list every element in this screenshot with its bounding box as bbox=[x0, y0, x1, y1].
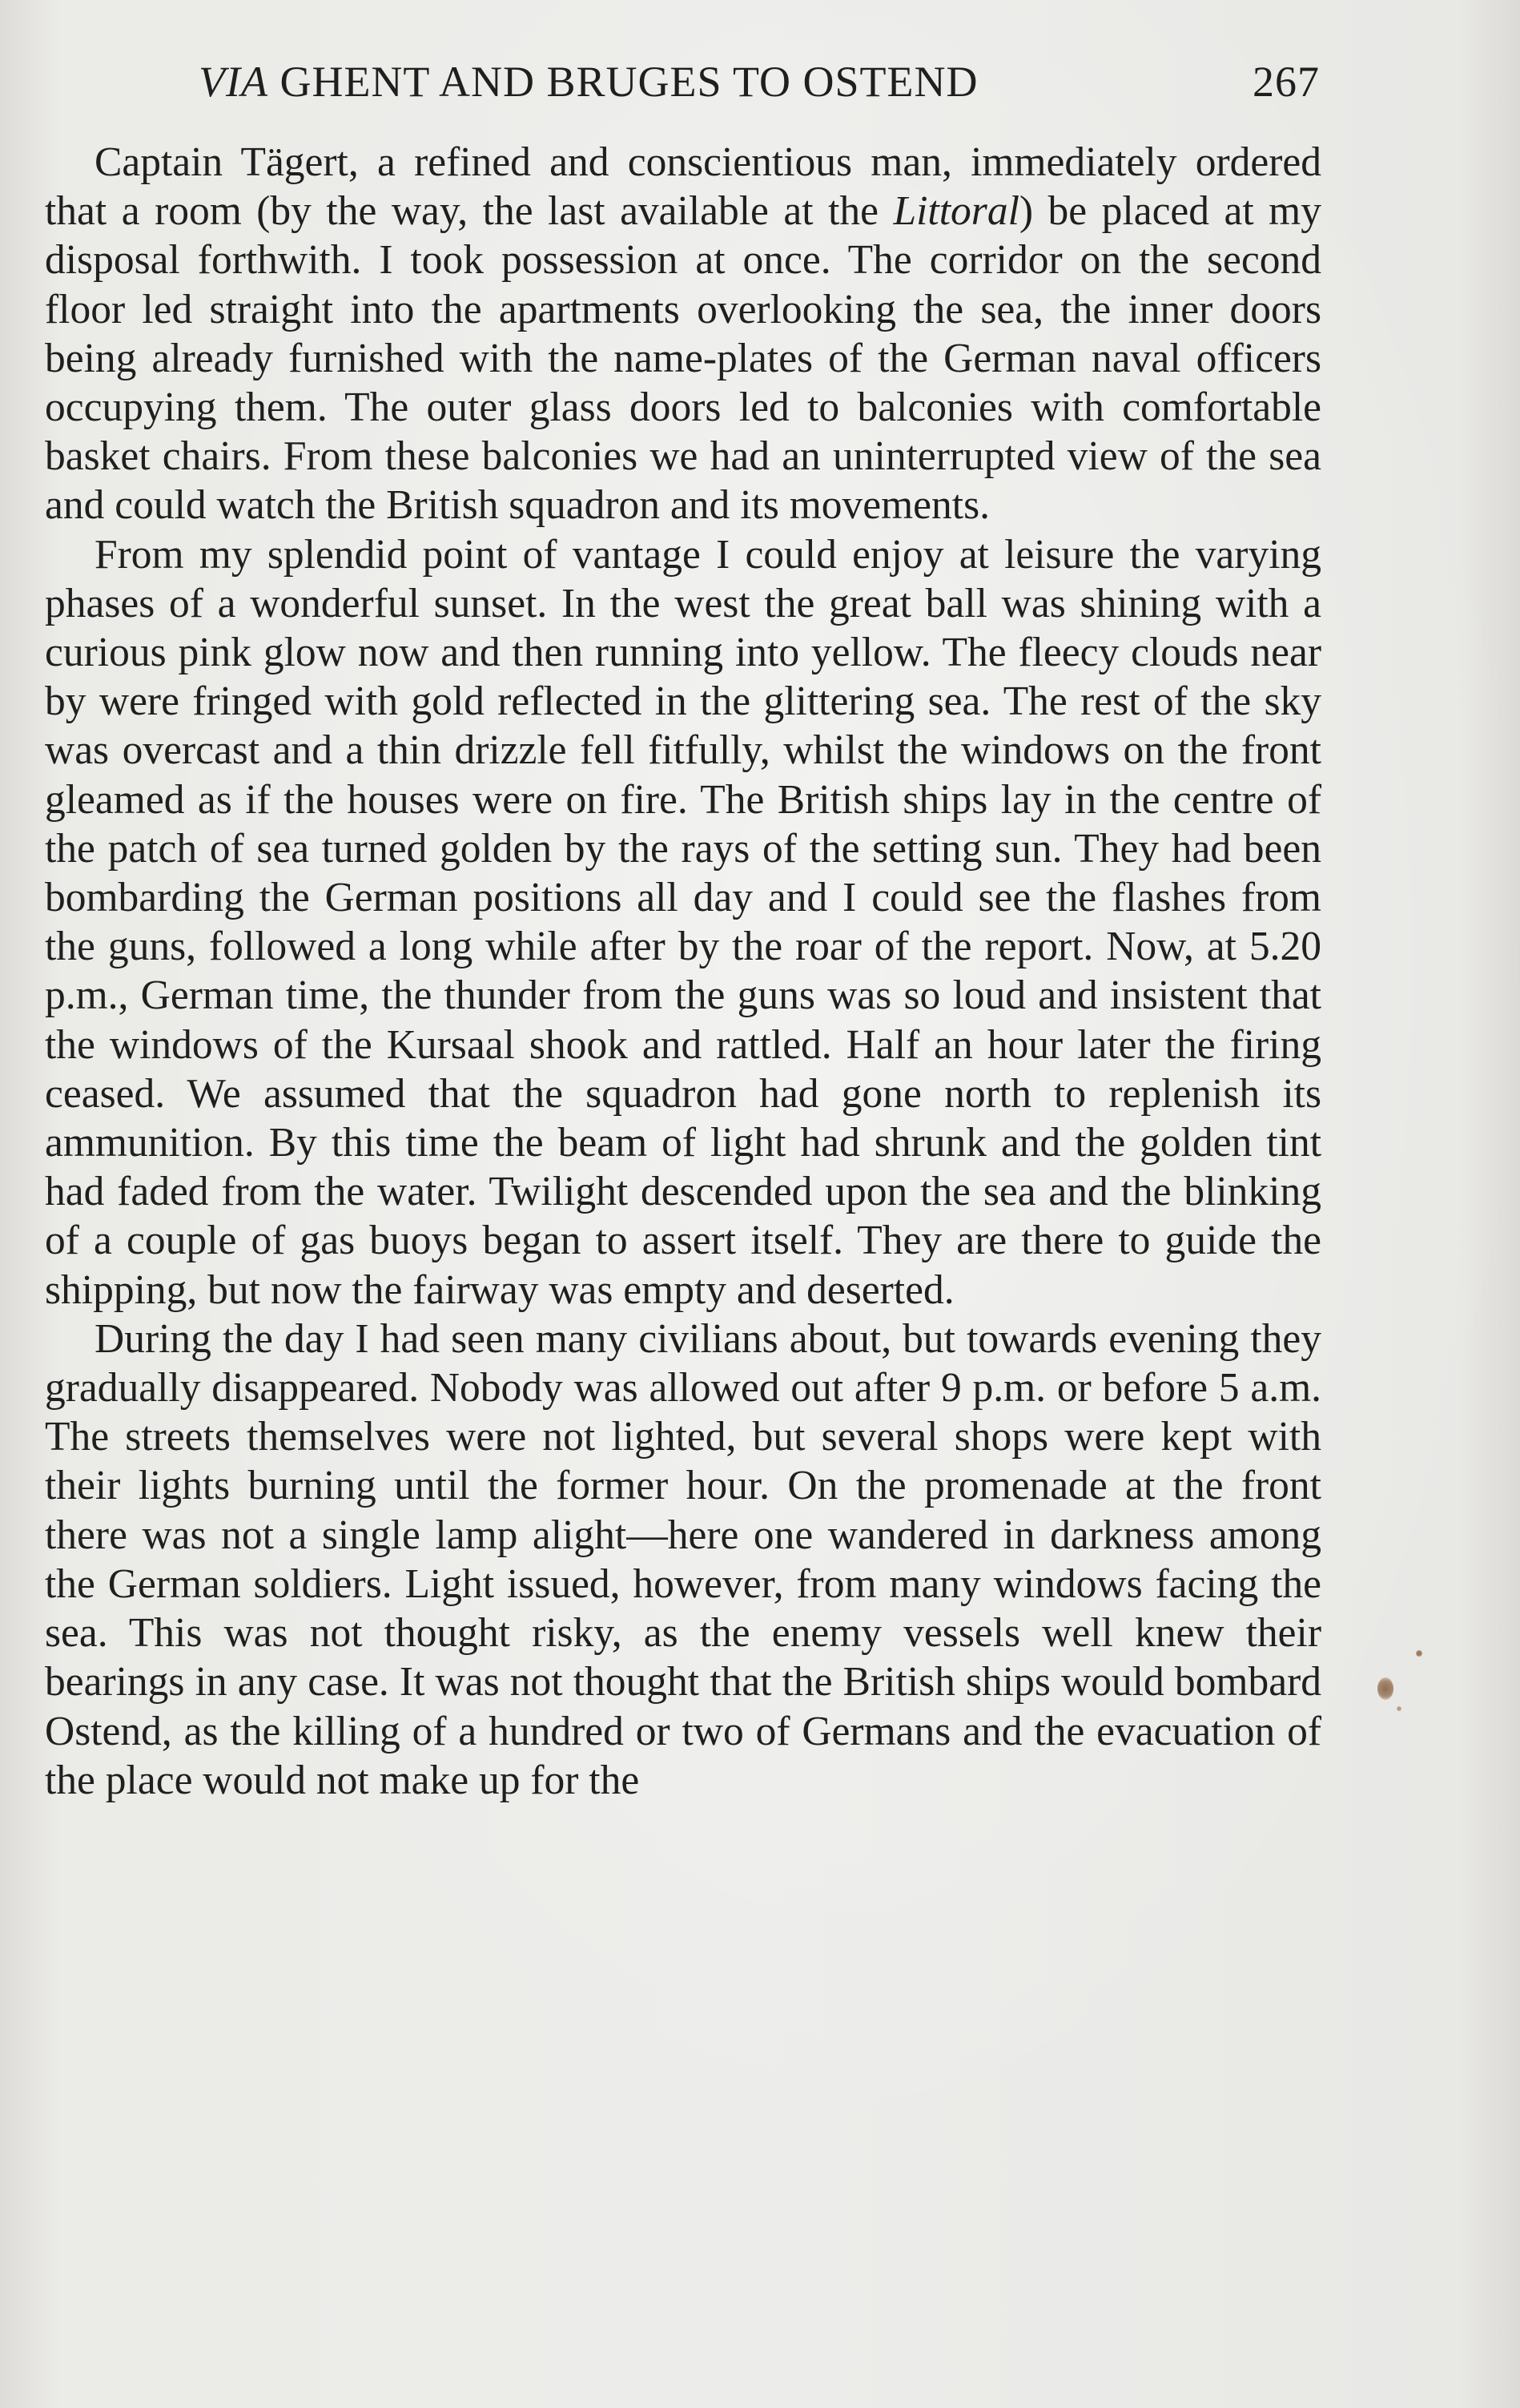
header-title-italic: VIA bbox=[199, 58, 268, 106]
header-title: GHENT AND BRUGES TO OSTEND bbox=[267, 58, 979, 106]
paper-stain bbox=[1397, 1706, 1401, 1711]
paper-stain bbox=[1416, 1650, 1422, 1657]
paper-stain bbox=[1377, 1677, 1393, 1700]
paragraph-2: From my splendid point of vantage I could enjoy at leisure the varying phases of a wonderful sunset. In the west the great ball was shining with a curious pink glow now and then running into yellow. The fleecy clouds near by were fringed with gold reflected in the glittering sea. The rest of the sky was overcast and a thin drizzle fell fitfully, whilst the windows on the front gleamed as if the houses were on fire. The British ships lay in the centre of the patch of sea turned golden by the rays of the setting sun. They had been bombarding the German positions all day and I could see the flashes from the guns, followed a long while after by the roar of the report. Now, at 5.20 p.m., German time, the thunder from the guns was so loud and insistent that the windows of the Kursaal shook and rattled. Half an hour later the firing ceased. We assumed that the squadron had gone north to replenish its ammunition. By this time the beam of light had shrunk and the golden tint had faded from the water. Twilight descended upon the sea and the blinking of a couple of gas buoys began to assert itself. They are there to guide the shipping, but now the fairway was empty and deserted. bbox=[45, 531, 1321, 1313]
paragraph-1-end: ) be placed at my disposal forthwith. I took possession at once. The corridor on the second floor led straight into the apartments overlooking the sea, the inner doors being already furnished with the name-plates of the German naval officers occupying them. The outer glass doors led to balconies with comfortable basket chairs. From these balconies we had an uninterrupted view of the sea and could watch the British squadron and its movements. bbox=[45, 188, 1321, 529]
running-header bbox=[199, 50, 1320, 114]
paragraph-3: During the day I had seen many civilians about, but towards evening they gradually disappeared. Nobody was allowed out after 9 p.m. or before 5 a.m. The streets themselves were not lighted, but several shops were kept with their lights burning until the former hour. On the promenade at the front there was not a single lamp alight—here one wandered in darkness among the German soldiers. Light issued, however, from many windows facing the sea. This was not thought risky, as the enemy vessels well knew their bearings in any case. It was not thought that the British ships would bombard Ostend, as the killing of a hundred or two of Germans and the evacuation of the place would not make up for the bbox=[45, 1315, 1321, 1803]
body-text bbox=[45, 138, 1321, 1805]
paragraph-1-start: Captain Tägert, a refined and conscientious man, immediately ordered that a room (by the way, the last available at the bbox=[45, 139, 1321, 235]
page-number: 267 bbox=[1253, 58, 1320, 106]
hotel-name-italic: Littoral bbox=[893, 188, 1019, 235]
paragraph-1 bbox=[45, 138, 1321, 530]
